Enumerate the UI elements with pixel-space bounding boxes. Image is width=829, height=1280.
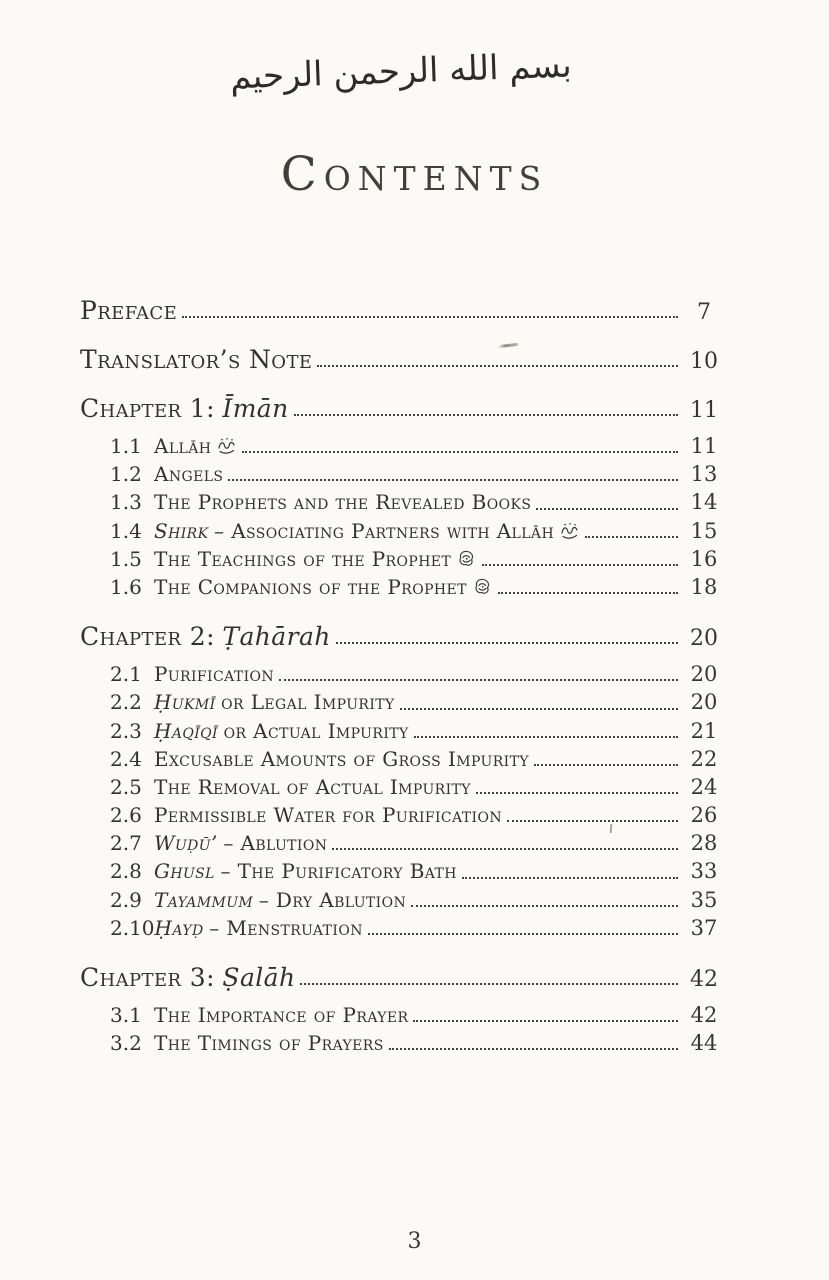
toc-entry-label: Translator’s Note (80, 344, 313, 374)
dot-leader (317, 365, 678, 367)
toc-entry-main (80, 963, 727, 992)
toc-entry-number: 3.1 (110, 1003, 142, 1027)
honorific-sallallahu-alayhi-wasallam-icon (457, 550, 477, 568)
toc-entry-label: Preface (80, 295, 178, 325)
toc-entry-number: 2.8 (110, 859, 142, 884)
toc-entry-label: The Teachings of the Prophet (154, 547, 477, 571)
dot-leader (411, 905, 678, 907)
honorific-sallallahu-alayhi-wasallam-icon (473, 578, 493, 596)
dot-leader (482, 564, 678, 566)
toc-entry-label: Ḥaqīqī or Actual Impurity (154, 718, 409, 743)
toc-entry-label: Tayammum – Dry Ablution (154, 887, 407, 912)
toc-entry-main (80, 296, 727, 325)
dot-leader (389, 1048, 678, 1050)
toc-entry-label: The Prophets and the Revealed Books (154, 490, 532, 515)
toc-entry-sub (80, 1002, 727, 1030)
toc-entry-sub (80, 545, 727, 573)
toc-entry-number: 2.7 (110, 831, 142, 856)
page-number: 3 (407, 1229, 422, 1254)
basmala-calligraphy: بسم الله الرحمن الرحيم (229, 45, 572, 98)
toc-entry-sub (80, 573, 727, 601)
toc-entry-sub (80, 914, 727, 942)
toc-entry-page: 13 (690, 462, 718, 487)
dot-leader (413, 1020, 678, 1022)
toc-entry-label: Ghusl – The Purificatory Bath (154, 859, 457, 884)
dot-leader (182, 316, 678, 318)
dot-leader (476, 792, 678, 794)
honorific-jalla-jalaluhu-icon (217, 437, 237, 455)
toc-entry-number: 1.6 (110, 574, 142, 599)
toc-entry-sub (80, 886, 727, 914)
toc-entry-page: 10 (690, 348, 718, 374)
toc-entry-label: The Timings of Prayers (154, 1031, 384, 1056)
toc-entry-label: Angels (154, 462, 224, 487)
toc-entry-page: 44 (690, 1031, 718, 1056)
toc-entry-label: Chapter 1: Īmān (80, 393, 289, 423)
toc-entry-number: 3.2 (110, 1031, 142, 1056)
toc-entry-page: 42 (690, 1003, 718, 1027)
toc-entry-label: The Removal of Actual Impurity (154, 774, 471, 799)
toc-entry-number: 2.10 (110, 915, 155, 940)
toc-entry-number: 1.3 (110, 490, 142, 515)
dot-leader (228, 479, 678, 481)
honorific-jalla-jalaluhu-icon (560, 522, 580, 540)
toc-entry-sub (80, 661, 727, 689)
toc-entry-number: 2.3 (110, 718, 142, 743)
toc-entry-page: 7 (697, 299, 711, 325)
toc-entry-sub (80, 858, 727, 886)
toc-entry-sub (80, 773, 727, 801)
toc-entry-number: 2.2 (110, 690, 142, 715)
toc-entry-sub (80, 802, 727, 830)
toc-entry-number: 1.4 (110, 518, 142, 543)
toc-entry-label: Ḥayḍ – Menstruation (154, 915, 363, 940)
toc-entry-page: 26 (690, 803, 718, 828)
toc-entry-page: 11 (690, 434, 718, 458)
dot-leader (507, 820, 678, 822)
toc-entry-number: 2.4 (110, 746, 142, 771)
dot-leader (536, 508, 678, 510)
dot-leader (414, 736, 678, 738)
toc-entry-page: 37 (690, 915, 718, 940)
toc-entry-sub (80, 433, 727, 461)
dot-leader (498, 592, 678, 594)
dot-leader (585, 536, 678, 538)
dot-leader (242, 451, 678, 453)
toc-entry-label: Allāh (154, 434, 237, 458)
dot-leader (332, 848, 678, 850)
toc-entry-page: 24 (690, 774, 718, 799)
toc-entry-number: 2.6 (110, 803, 142, 828)
toc-entry-page: 22 (690, 746, 718, 771)
toc-entry-label: The Companions of the Prophet (154, 575, 493, 599)
toc-entry-number: 1.2 (110, 462, 142, 487)
toc-entry-page: 35 (690, 887, 718, 912)
basmala-container (0, 0, 829, 98)
toc-entry-label: Wuḍū’ – Ablution (154, 831, 328, 856)
dot-leader (300, 983, 678, 985)
dot-leader (368, 933, 678, 935)
toc-entry-number: 2.1 (110, 662, 142, 687)
toc-entry-page: 33 (690, 859, 718, 884)
toc-entry-page: 28 (690, 831, 718, 856)
toc-entry-page: 16 (690, 546, 718, 571)
toc-entry-label: Chapter 3: Ṣalāh (80, 962, 296, 992)
toc-list (80, 296, 727, 1058)
dot-leader (400, 708, 678, 710)
toc-entry-number: 2.5 (110, 774, 142, 799)
toc-entry-number: 1.5 (110, 546, 142, 571)
toc-entry-page: 42 (690, 966, 718, 992)
dot-leader (462, 877, 678, 879)
toc-entry-sub (80, 517, 727, 545)
toc-entry-page: 18 (690, 574, 718, 599)
toc-entry-label: Ḥukmī or Legal Impurity (154, 690, 395, 715)
toc-entry-number: 2.9 (110, 887, 142, 912)
toc-entry-page: 20 (690, 625, 718, 651)
toc-entry-page: 15 (690, 518, 718, 543)
toc-entry-sub (80, 745, 727, 773)
toc-entry-page: 20 (690, 690, 718, 715)
dot-leader (534, 764, 678, 766)
toc-entry-label: Permissible Water for Purification (154, 803, 502, 828)
toc-entry-sub (80, 689, 727, 717)
toc-entry-label: Excusable Amounts of Gross Impurity (154, 746, 529, 771)
dot-leader (336, 642, 678, 644)
toc-entry-page: 11 (690, 397, 718, 423)
toc-entry-label: Chapter 2: Ṭahārah (80, 621, 331, 651)
toc-entry-label: Purification (154, 662, 275, 687)
dot-leader (294, 414, 678, 416)
toc-entry-main (80, 394, 727, 423)
toc-entry-sub (80, 830, 727, 858)
dot-leader (279, 679, 678, 681)
toc-entry-main (80, 622, 727, 651)
toc-entry-sub (80, 489, 727, 517)
toc-entry-sub (80, 1030, 727, 1058)
toc-entry-main (80, 345, 727, 374)
toc-entry-label: The Importance of Prayer (154, 1003, 409, 1027)
toc-entry-number: 1.1 (110, 434, 142, 458)
toc-entry-page: 14 (690, 490, 718, 515)
toc-entry-sub (80, 461, 727, 489)
toc-entry-page: 21 (690, 718, 718, 743)
toc-entry-page: 20 (690, 662, 718, 687)
page-title: Contents (280, 146, 549, 202)
toc-entry-label: Shirk – Associating Partners with Allāh (154, 519, 580, 543)
toc-entry-sub (80, 717, 727, 745)
